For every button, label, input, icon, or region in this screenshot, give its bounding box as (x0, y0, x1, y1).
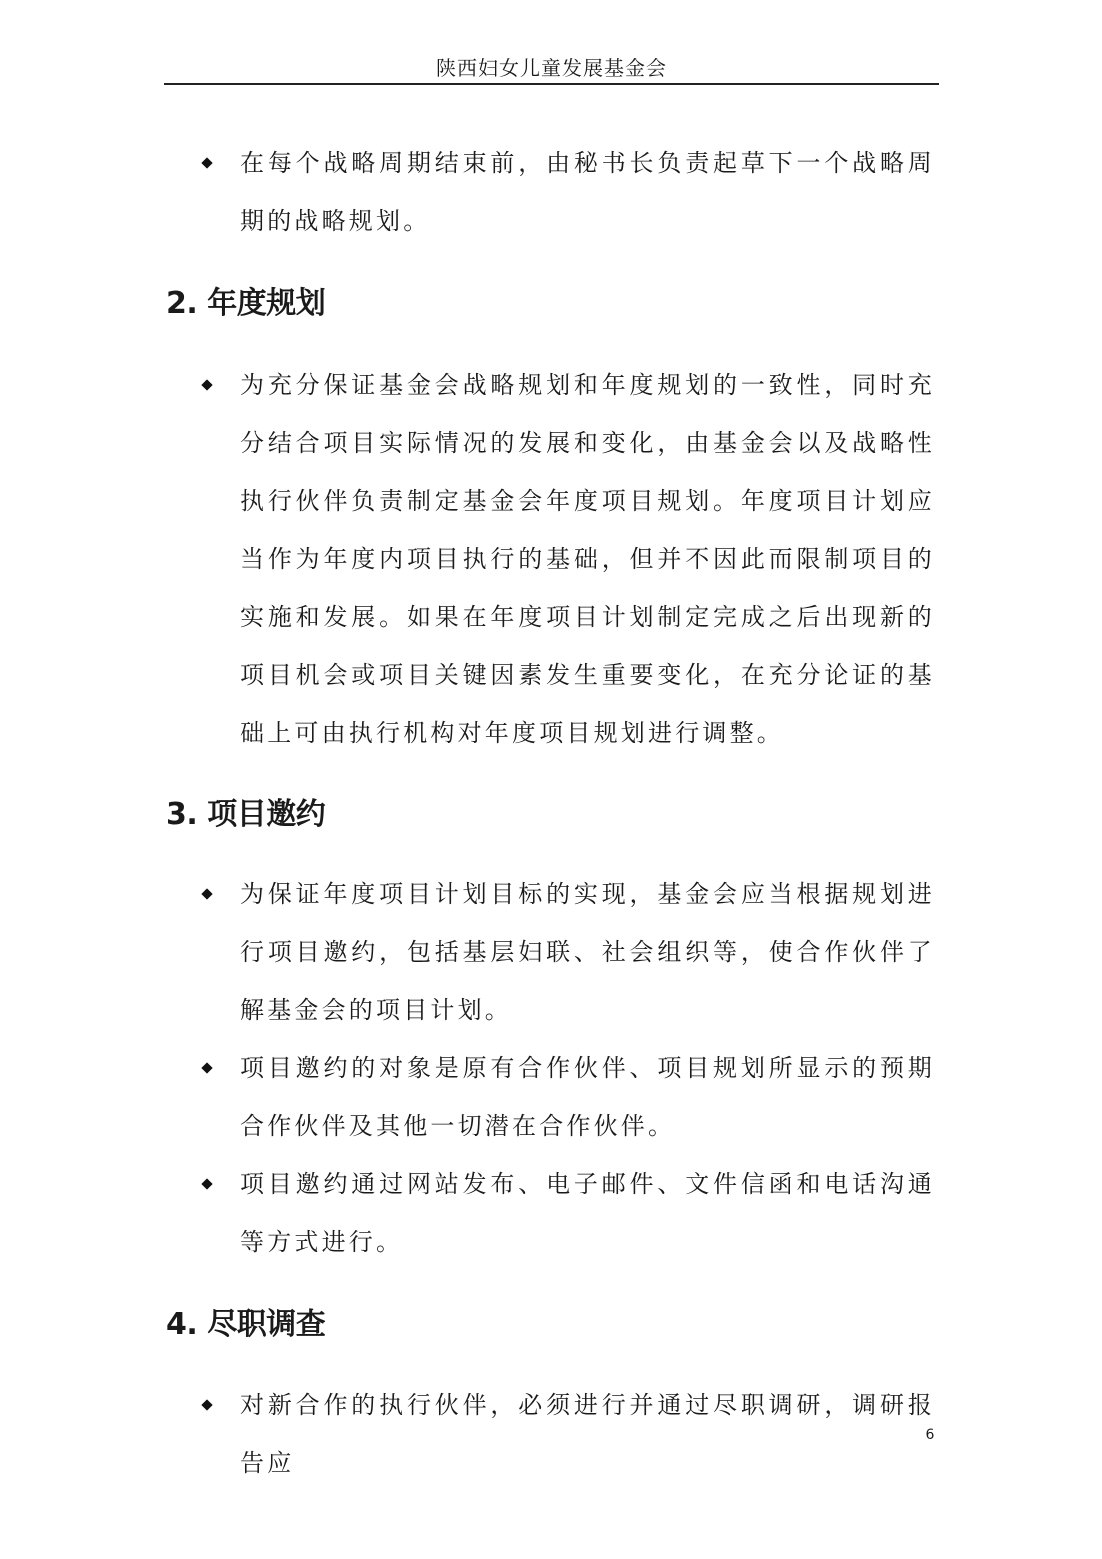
list-item (200, 1376, 935, 1477)
list-item (200, 356, 935, 762)
diamond-bullet-icon (200, 1376, 214, 1434)
section-title-due-diligence: 4. 尽职调查 (166, 1307, 326, 1342)
bullet-text: 为充分保证基金会战略规划和年度规划的一致性，同时充分结合项目实际情况的发展和变化，由基金会以及战略性执行伙伴负责制定基金会年度项目规划。年度项目计划应当作为年度内项目执行的基础，但并不因此而限制项目的实施和发展。如果在年度项目计划制定完成之后出现新的项目机会或项目关键因素发生重要变化，在充分论证的基础上可由执行机构对年度项目规划进行调整。 (240, 371, 935, 747)
list-item (200, 1039, 935, 1155)
bullet-text: 在每个战略周期结束前，由秘书长负责起草下一个战略周期的战略规划。 (240, 149, 935, 235)
diamond-bullet-icon (200, 134, 214, 192)
bullet-text: 为保证年度项目计划目标的实现，基金会应当根据规划进行项目邀约，包括基层妇联、社会组织等，使合作伙伴了解基金会的项目计划。 (240, 880, 935, 1024)
page-number: 6 (925, 1427, 935, 1443)
bullet-text: 对新合作的执行伙伴，必须进行并通过尽职调研，调研报告应 (240, 1391, 935, 1477)
bullet-text: 项目邀约的对象是原有合作伙伴、项目规划所显示的预期合作伙伴及其他一切潜在合作伙伴。 (240, 1054, 935, 1140)
list-item (200, 1155, 935, 1271)
header-divider (164, 83, 939, 85)
page-header: 陕西妇女儿童发展基金会 (436, 56, 667, 80)
section-title-project-invitation: 3. 项目邀约 (166, 797, 326, 832)
diamond-bullet-icon (200, 356, 214, 414)
section-title-annual-plan: 2. 年度规划 (166, 286, 326, 321)
list-item (200, 134, 935, 250)
diamond-bullet-icon (200, 865, 214, 923)
diamond-bullet-icon (200, 1039, 214, 1097)
bullet-text: 项目邀约通过网站发布、电子邮件、文件信函和电话沟通等方式进行。 (240, 1170, 935, 1256)
diamond-bullet-icon (200, 1155, 214, 1213)
list-item (200, 865, 935, 1039)
